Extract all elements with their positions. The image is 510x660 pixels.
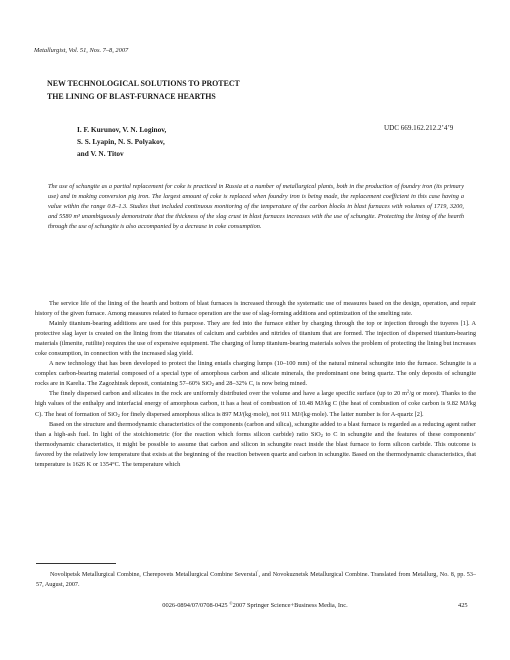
body-paragraph: The finely dispersed carbon and silicates in the rock are uniformly distributed over the volume and have a large specific surface (up to 20 $m^2/g$ or more). Thanks to the high values of the enthalpy and interfacial energy of amorphous carbon, it has a heat of combustion of 10.48 MJ/kg C (the heat of combustion of coke carbon is 9.82 MJ/kg C). The heat of formation of SiO$_2$ for finely dispersed amorphous silica is 897 MJ/(kg·mole), not 911 MJ/(kg·mole). The latter number is for A-quartz [2].	[35, 388, 477, 418]
page-footer	[0, 602, 510, 614]
body-paragraph: The service life of the lining of the hearth and bottom of blast furnaces is increased through the systematic use of measures based on the design, operation, and repair history of the given furnace. Among measures related to furnace operation are the use of slag-forming additions and optimization of the smelting rate.	[35, 300, 476, 318]
body-paragraph: Mainly titanium-bearing additions are used for this purpose. They are fed into the furnace either by charging through the top or injection through the tuyeres [1]. A protective slag layer is created on the lining from the titanates of calcium and carbides and nitrides of titanium that are formed. The injection of dispersed titanium-bearing materials (ilmenite, rutilite) requires the use of expensive equipment. The charging of lump titanium-bearing materials solves the problem of protecting the lining but increases coke consumption, in connection with the increased slag yield.	[35, 320, 476, 358]
title-line-2: THE LINING OF BLAST-FURNACE HEARTHS	[47, 92, 216, 101]
author-list	[77, 124, 166, 161]
issn-copyright: 0026-0894/07/0708-0425 ©2007 Springer Science+Business Media, Inc.	[162, 600, 348, 609]
body-paragraph: A new technology that has been developed to protect the lining entails charging lumps (10–100 mm) of the natural mineral schungite into the furnace. Schungite is a complex carbon-bearing material composed of a special type of amorphous carbon and silicate minerals, the predominant one being quartz. The only deposits of schungite rocks are in Karelia. The Zagozhinsk deposit, containing 57–60% SiO$_2$ and 28–32% C, is now being mined.	[35, 360, 476, 388]
udc-code: UDC 669.162.212.2’4’9	[384, 124, 454, 132]
page-number: 425	[458, 602, 468, 609]
article-title	[47, 77, 407, 103]
abstract: The use of schungite as a partial replacement for coke is practiced in Russia at a number of metallurgical plants, both in the production of foundry iron (its primary use) and in making conversion pig iron. The largest amount of coke is replaced when foundry iron is being made, the replacement coefficient in this case having a value within the range 0.8–1.3. Studies that included continuous monitoring of the temperature of the carbon blocks in blast furnaces with volumes of 1719, 3200, and 5580 m³ unambiguously demonstrate that the thickness of the slag crust in blast furnaces increases with the use of schungite. Protecting the lining of the hearth through the use of schungite is also accompanied by a decrease in coke consumption.	[48, 183, 464, 231]
title-line-1: NEW TECHNOLOGICAL SOLUTIONS TO PROTECT	[47, 79, 240, 88]
author-line-1: I. F. Kurunov, V. N. Loginov,	[77, 125, 167, 134]
footnote	[36, 570, 476, 591]
author-line-3: and V. N. Titov	[77, 149, 124, 159]
footnote-separator	[36, 563, 116, 564]
body-text	[35, 299, 476, 470]
affiliation-note: Novolipetsk Metallurgical Combine, Cherepovets Metallurgical Combine Severstal’, and Novokuznetsk Metallurgical Combine. Translated from Metallurg, No. 8, pp. 53–57, August, 2007.	[36, 569, 476, 589]
journal-citation: Metallurgist, Vol. 51, Nos. 7–8, 2007	[34, 47, 129, 54]
author-line-2: S. S. Lyapin, N. S. Polyakov,	[77, 137, 165, 147]
body-paragraph: Based on the structure and thermodynamic characteristics of the components (carbon and silica), schungite added to a blast furnace is regarded as a reducing agent rather than a high-ash fuel. In light of the stoichiometric (for the reaction which forms silicon carbide) ratio SiO$_2$ to C in schungite and the features of these components’ thermodynamic characteristics, it might be possible to assume that carbon and silicon in schungite react inside the blast furnace to form silicon carbide. This outcome is favored by the relatively low temperature that exists at the beginning of the reaction between quartz and carbon in schungite. Based on the thermodynamic characteristics, that temperature is 1626 K or 1354°C. The temperature which	[35, 420, 476, 468]
